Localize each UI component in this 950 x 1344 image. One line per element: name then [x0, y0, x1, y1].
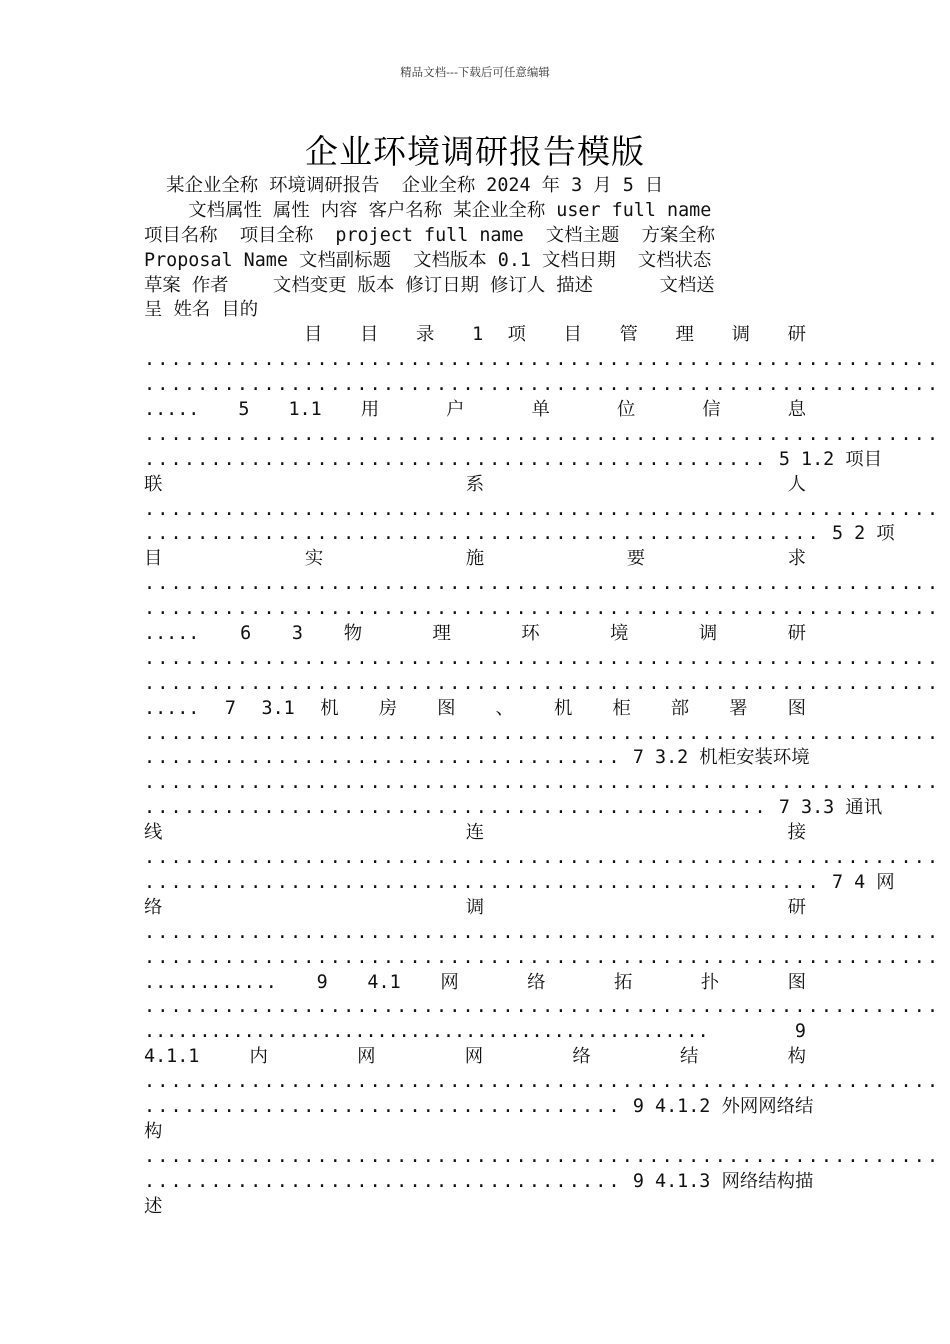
toc-dot-leader: ............................................................	[144, 423, 941, 445]
toc-entry-text: 9 4.1.3 网络结构描	[621, 1170, 814, 1192]
toc-dot-leader: ...................................................	[144, 523, 821, 545]
toc-entry	[144, 746, 810, 771]
toc-entry-text: 9 4.1.2 外网网络结	[621, 1095, 814, 1117]
toc-entry	[144, 871, 895, 896]
toc-dot-leader: ............................................................	[144, 996, 941, 1018]
toc-dot-leader: ............................................................	[144, 374, 941, 396]
toc-dot-leader: ............................................................	[144, 498, 941, 520]
toc-dot-leader: ............................................................	[144, 672, 941, 694]
toc-entry: 络 调 研	[144, 896, 806, 918]
toc-entry-text: 7 4 网	[820, 871, 895, 893]
toc-entry: 线 连 接	[144, 822, 806, 844]
toc-entry: 述	[144, 1195, 163, 1217]
toc-entry: ................................................... 9	[144, 1021, 806, 1043]
document-body	[144, 174, 941, 1219]
toc-dot-leader: ............................................................	[144, 847, 941, 869]
toc-entry: 目 实 施 要 求	[144, 548, 806, 570]
toc-entry: 构	[144, 1120, 163, 1142]
toc-dot-leader: ............................................................	[144, 772, 941, 794]
toc-dot-leader: ............................................................	[144, 647, 941, 669]
toc-dot-leader: ............................................................	[144, 573, 941, 595]
cover-line: Proposal Name 文档副标题 文档版本 0.1 文档日期 文档状态	[144, 249, 712, 271]
cover-line: 草案 作者 文档变更 版本 修订日期 修订人 描述 文档送	[144, 274, 715, 296]
toc-dot-leader: ....................................	[144, 747, 622, 769]
toc-entry	[144, 1170, 814, 1195]
cover-line: 文档属性 属性 内容 客户名称 某企业全称 user full name	[144, 199, 712, 221]
toc-entry	[144, 796, 883, 821]
toc-dot-leader: ...............................................	[144, 448, 768, 470]
toc-dot-leader: ............................................................	[144, 921, 941, 943]
cover-line: 呈 姓名 目的	[144, 299, 259, 321]
toc-dot-leader: ....................................	[144, 1095, 622, 1117]
toc-entry	[144, 1095, 814, 1120]
toc-entry-text: 5 2 项	[820, 523, 895, 545]
toc-dot-leader: ...............................................	[144, 797, 768, 819]
toc-dot-leader: ............................................................	[144, 946, 941, 968]
toc-entry-text: 7 3.2 机柜安装环境	[621, 747, 810, 769]
toc-dot-leader: ............................................................	[144, 349, 941, 371]
toc-entry	[144, 448, 883, 473]
toc-dot-leader: ............................................................	[144, 1145, 941, 1167]
cover-line: 某企业全称 环境调研报告 企业全称 2024 年 3 月 5 日	[144, 175, 664, 196]
toc-dot-leader: ............................................................	[144, 1071, 941, 1093]
toc-entry: ..... 7 3.1 机 房 图 、 机 柜 部 署 图	[144, 697, 806, 719]
toc-dot-leader: ............................................................	[144, 722, 941, 744]
header-note: 精品文档---下载后可任意编辑	[400, 65, 550, 79]
toc-entry: 联 系 人	[144, 473, 806, 495]
toc-entry-text: 5 1.2 项目	[767, 448, 883, 470]
toc-dot-leader: ...................................................	[144, 871, 821, 893]
toc-entry: ............ 9 4.1 网 络 拓 扑 图	[144, 971, 806, 993]
toc-entry: ..... 6 3 物 理 环 境 调 研	[144, 623, 806, 645]
document-title: 企业环境调研报告模版	[305, 132, 645, 171]
toc-entry: ..... 5 1.1 用 户 单 位 信 息	[144, 399, 806, 421]
toc-dot-leader: ....................................	[144, 1170, 622, 1192]
toc-entry: 4.1.1 内 网 网 络 结 构	[144, 1046, 806, 1068]
cover-line: 项目名称 项目全称 project full name 文档主题 方案全称	[144, 224, 716, 246]
toc-entry-text: 7 3.3 通讯	[767, 797, 883, 819]
toc-entry: 目 目 录 1 项 目 管 理 调 研	[304, 324, 806, 346]
toc-entry	[144, 522, 895, 547]
toc-dot-leader: ............................................................	[144, 598, 941, 620]
